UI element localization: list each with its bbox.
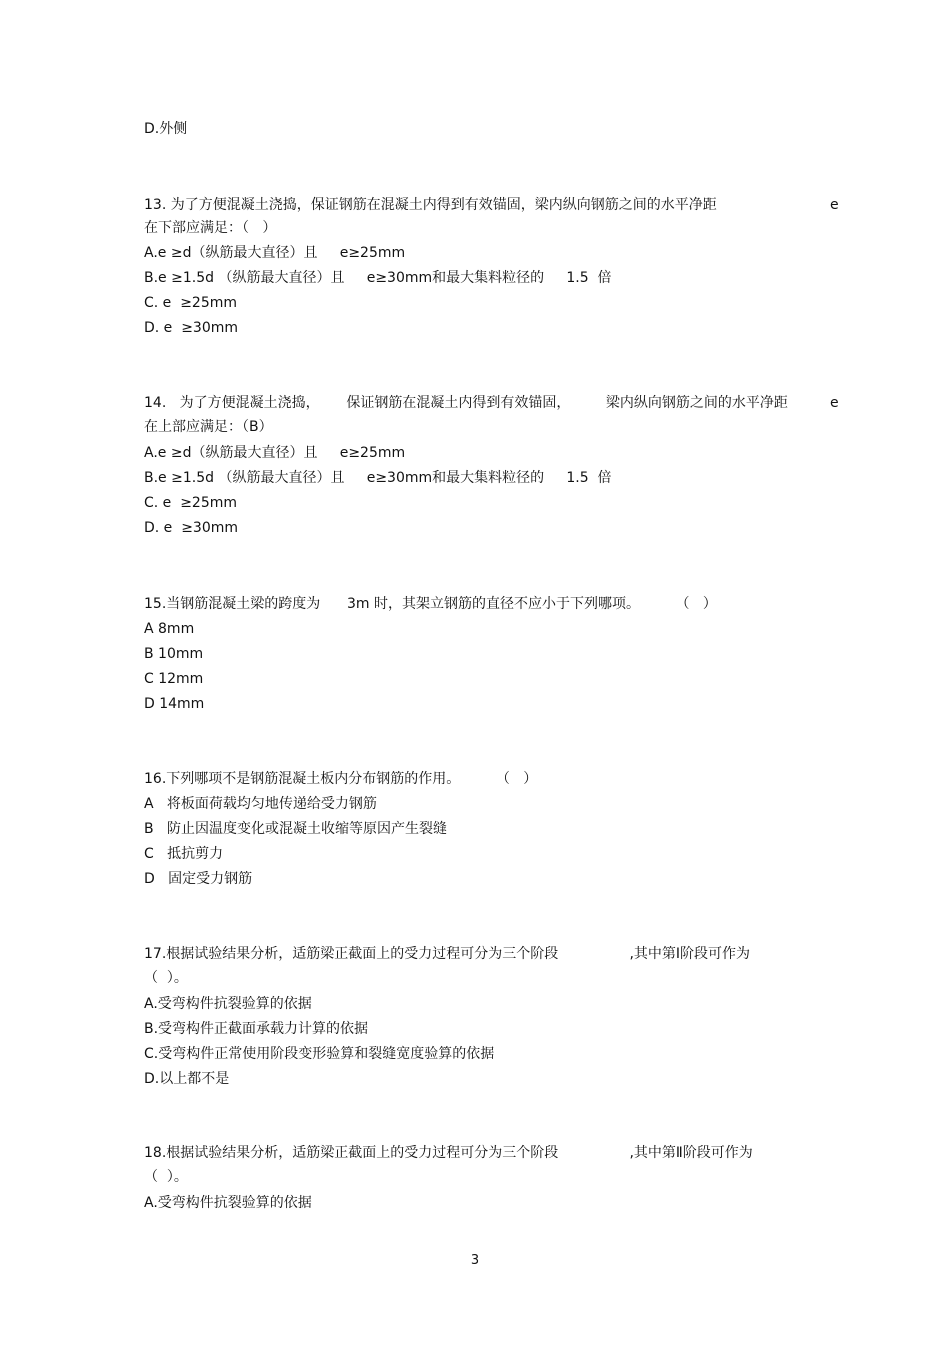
q15-option-a: A 8mm: [144, 621, 195, 637]
q17-option-b: B.受弯构件正截面承载力计算的依据: [144, 1021, 369, 1037]
q16-option-c: C 抵抗剪力: [144, 846, 224, 862]
q18-option-a: A.受弯构件抗裂验算的依据: [144, 1195, 312, 1211]
q16-stem: 16.下列哪项不是钢筋混凝土板内分布钢筋的作用。 （ ）: [144, 771, 538, 787]
q14-stem-e: e: [830, 395, 839, 411]
q13-stem: 13. 为了方便混凝土浇捣，保证钢筋在混凝土内得到有效锚固，梁内纵向钢筋之间的水平净距: [144, 197, 717, 213]
option-d-outer: D.外侧: [144, 121, 188, 137]
q17-option-c: C.受弯构件正常使用阶段变形验算和裂缝宽度验算的依据: [144, 1046, 495, 1062]
q13-option-c: C. e ≥25mm: [144, 295, 238, 311]
page-number: 3: [470, 1253, 480, 1268]
q16-option-d: D 固定受力钢筋: [144, 871, 253, 887]
q14-option-a: A.e ≥d（纵筋最大直径）且 e≥25mm: [144, 445, 406, 461]
q17-stem-cont: （ ）。: [144, 970, 188, 986]
q17-option-a: A.受弯构件抗裂验算的依据: [144, 996, 312, 1012]
q15-option-b: B 10mm: [144, 646, 204, 662]
q13-option-d: D. e ≥30mm: [144, 320, 239, 336]
q13-option-a: A.e ≥d（纵筋最大直径）且 e≥25mm: [144, 245, 406, 261]
q18-stem: 18.根据试验结果分析，适筋梁正截面上的受力过程可分为三个阶段 ,其中第Ⅱ阶段可作为: [144, 1145, 753, 1161]
q17-stem: 17.根据试验结果分析，适筋梁正截面上的受力过程可分为三个阶段 ,其中第Ⅰ阶段可作为: [144, 946, 751, 962]
q13-stem-e: e: [830, 197, 839, 213]
q14-option-b: B.e ≥1.5d （纵筋最大直径）且 e≥30mm和最大集料粒径的 1.5 倍: [144, 470, 612, 486]
q14-option-d: D. e ≥30mm: [144, 520, 239, 536]
q17-option-d: D.以上都不是: [144, 1071, 230, 1087]
q13-stem-cont: 在下部应满足：（ ）: [144, 220, 277, 236]
q15-option-c: C 12mm: [144, 671, 204, 687]
q13-option-b: B.e ≥1.5d （纵筋最大直径）且 e≥30mm和最大集料粒径的 1.5 倍: [144, 270, 612, 286]
q14-stem-cont: 在上部应满足：（B）: [144, 419, 273, 435]
q16-option-a: A 将板面荷载均匀地传递给受力钢筋: [144, 796, 377, 812]
q15-stem: 15.当钢筋混凝土梁的跨度为 3m 时，其架立钢筋的直径不应小于下列哪项。 （ ）: [144, 596, 717, 612]
q14-option-c: C. e ≥25mm: [144, 495, 238, 511]
q14-stem: 14. 为了方便混凝土浇捣， 保证钢筋在混凝土内得到有效锚固， 梁内纵向钢筋之间的水平净距: [144, 395, 788, 411]
q16-option-b: B 防止因温度变化或混凝土收缩等原因产生裂缝: [144, 821, 447, 837]
q18-stem-cont: （ ）。: [144, 1169, 188, 1185]
q15-option-d: D 14mm: [144, 696, 205, 712]
